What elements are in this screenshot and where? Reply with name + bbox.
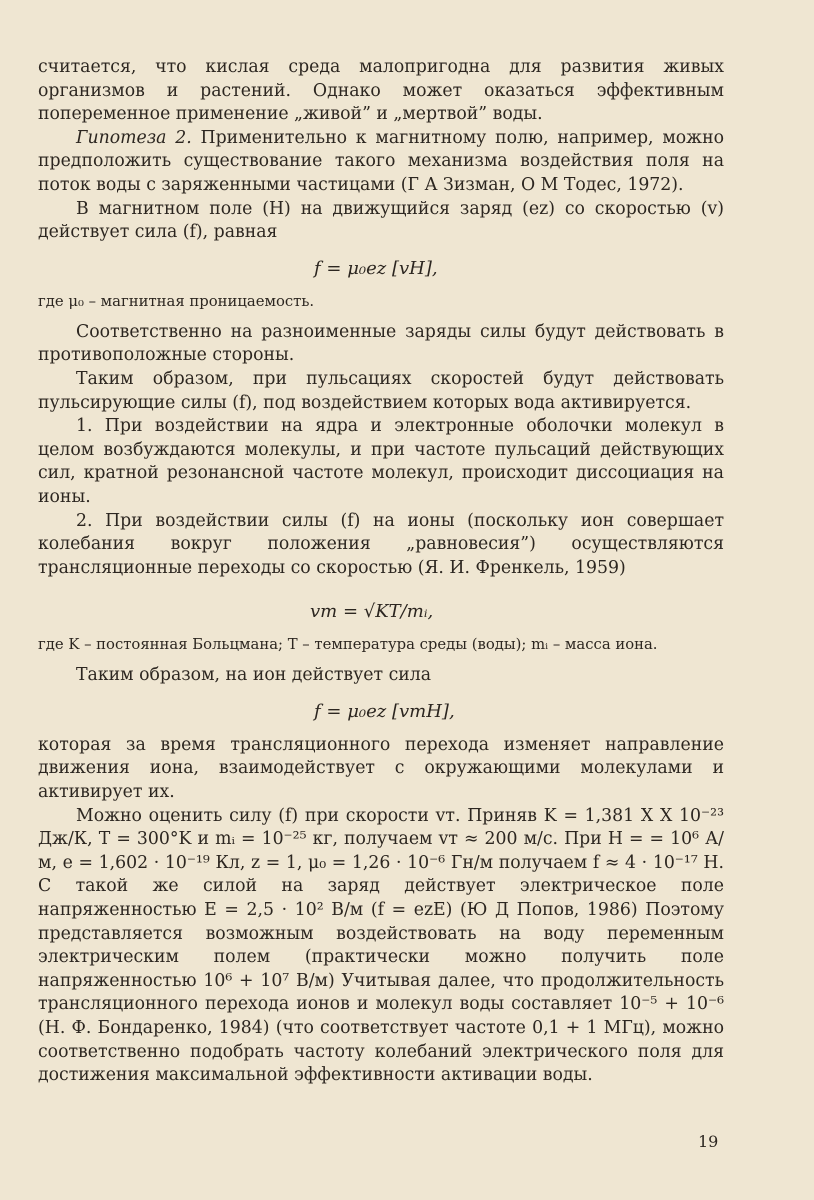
formula-ion-force — [38, 700, 724, 724]
paragraph-translation: которая за время трансляционного перехода изменяет направление движения иона, взаимодействует с окружающими молекулами и активирует их. — [38, 734, 724, 803]
paragraph-magnetic-field: В магнитном поле (H) на движущийся заряд (ez) со скоростью (v) действует сила (f), равная — [38, 198, 724, 243]
formula-force-text: f = μ₀ez [vH], — [314, 257, 438, 279]
note-magnetic-permeability: где μ₀ – магнитная проницаемость. — [38, 292, 315, 310]
hypothesis-text: Применительно к магнитному полю, например, можно предположить существование такого механизма воздействия поля на поток воды с заряженными частицами (Г А Зизман, О М Тодес, 1972). — [38, 127, 724, 195]
paragraph-point-1: 1. При воздействии на ядра и электронные оболочки молекул в целом возбуждаются молекулы, и при частоте пульсаций действующих сил, кратной резонансной частоте молекул, происходит диссоциация на ионы. — [38, 416, 724, 507]
formula-velocity — [38, 600, 724, 624]
formula-force — [38, 257, 724, 281]
page-number: 19 — [698, 1132, 719, 1151]
formula-ion-force-text: f = μ₀ez [vтH], — [314, 700, 455, 722]
paragraph-hypothesis-2 — [38, 127, 724, 198]
paragraph-pulsation: Таким образом, при пульсациях скоростей будут действовать пульсирующие силы (f), под воздействием которых вода активируется. — [38, 368, 724, 413]
paragraph-ion-force: Таким образом, на ион действует сила — [76, 665, 432, 686]
formula-velocity-text: vт = √KT/mᵢ, — [310, 601, 434, 623]
paragraph-1: считается, что кислая среда малопригодна для развития живых организмов и растений. Однако может оказаться эффективным попеременное применение „живой” и „мертвой” воды. — [38, 57, 724, 125]
page-body — [38, 56, 724, 1088]
paragraph-point-2: 2. При воздействии силы (f) на ионы (поскольку ион совершает колебания вокруг положения „равновесия”) осуществляются трансляционные переходы со скоростью (Я. И. Френкель, 1959) — [38, 510, 724, 578]
note-boltzmann: где K – постоянная Больцмана; T – температура среды (воды); mᵢ – масса иона. — [38, 636, 658, 654]
paragraph-estimate: Можно оценить силу (f) при скорости vт. Приняв K = 1,381 X X 10⁻²³ Дж/К, T = 300°K и mᵢ = 10⁻²⁵ кг, получаем vт ≈ 200 м/с. При H = = 10⁶ А/м, e = 1,602 · 10⁻¹⁹ Кл, z = 1, μ₀ = 1,26 · 10⁻⁶ Гн/м получаем f ≈ 4 · 10⁻¹⁷ Н. С такой же силой на заряд действует электрическое поле напряженностью E = 2,5 · 10² В/м (f = ezE) (Ю Д Попов, 1986) Поэтому представляется возможным воздействовать на воду переменным электрическим полем (практически можно получить поле напряженностью 10⁶ + 10⁷ В/м) Учитывая далее, что продолжительность трансляционного перехода ионов и молекул воды составляет 10⁻⁵ + 10⁻⁶ (Н. Ф. Бондаренко, 1984) (что соответствует частоте 0,1 + 1 МГц), можно соответственно подобрать частоту колебаний электрического поля для достижения максимальной эффективности активации воды. — [38, 805, 724, 1086]
hypothesis-label: Гипотеза 2. — [76, 127, 192, 148]
paragraph-opposite-charges: Соответственно на разноименные заряды силы будут действовать в противоположные стороны. — [38, 321, 724, 366]
